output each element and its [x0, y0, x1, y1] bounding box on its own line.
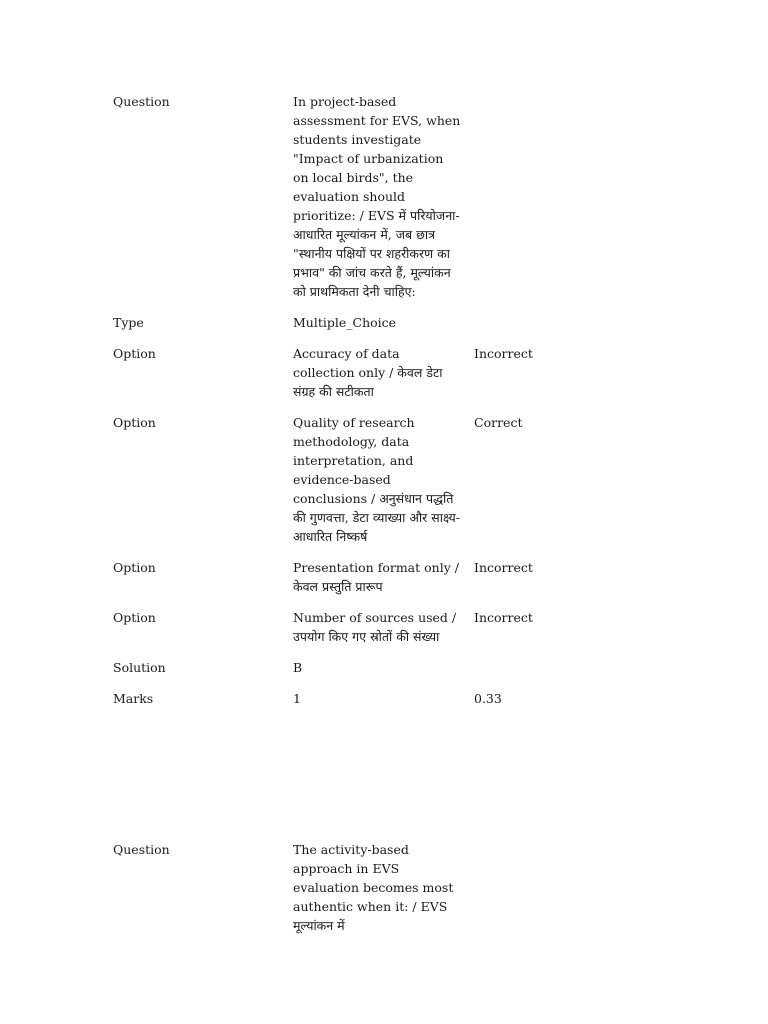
option-text: Number of sources used / उपयोग किए गए स्रोतों की संख्या: [293, 610, 457, 644]
marks-row: [113, 689, 673, 708]
solution-value: B: [293, 660, 303, 675]
option-text: Presentation format only / केवल प्रस्तुति प्रारूप: [293, 560, 459, 594]
option-status: Incorrect: [474, 560, 533, 575]
option-status: Incorrect: [474, 346, 533, 361]
type-value: Multiple_Choice: [293, 315, 397, 330]
option-row: [113, 413, 673, 546]
question-row: [113, 840, 673, 935]
option-status: Incorrect: [474, 610, 533, 625]
question-label: Question: [113, 842, 170, 857]
negative-marks-value: 0.33: [474, 691, 502, 706]
marks-value: 1: [293, 691, 301, 706]
question-text: In project-based assessment for EVS, when students investigate "Impact of urbanization on local birds", the evaluation should prioritize: / EVS में परियोजना-आधारित मूल्यांकन में, जब छात्र "स्थानीय पक्षियों पर शहरीकरण का प्रभाव" की जांच करते हैं, मूल्यांकन को प्राथमिकता देनी चाहिए:: [293, 94, 461, 299]
option-text: Accuracy of data collection only / केवल डेटा संग्रह की सटीकता: [293, 346, 443, 399]
type-label: Type: [113, 315, 144, 330]
option-label: Option: [113, 560, 156, 575]
option-text: Quality of research methodology, data interpretation, and evidence-based conclusions / अनुसंधान पद्धति की गुणवत्ता, डेटा व्याख्या और साक्ष्य-आधारित निष्कर्ष: [293, 415, 460, 544]
question-block-1: [113, 92, 673, 708]
solution-label: Solution: [113, 660, 166, 675]
type-row: [113, 313, 673, 332]
option-label: Option: [113, 610, 156, 625]
option-status: Correct: [474, 415, 523, 430]
option-label: Option: [113, 346, 156, 361]
question-text: The activity-based approach in EVS evaluation becomes most authentic when it: / EVS मूल्यांकन में: [293, 842, 454, 933]
solution-row: [113, 658, 673, 677]
option-row: [113, 344, 673, 401]
option-row: [113, 608, 673, 646]
question-label: Question: [113, 94, 170, 109]
option-label: Option: [113, 415, 156, 430]
marks-label: Marks: [113, 691, 154, 706]
question-row: [113, 92, 673, 301]
option-row: [113, 558, 673, 596]
question-block-2: [113, 840, 673, 935]
